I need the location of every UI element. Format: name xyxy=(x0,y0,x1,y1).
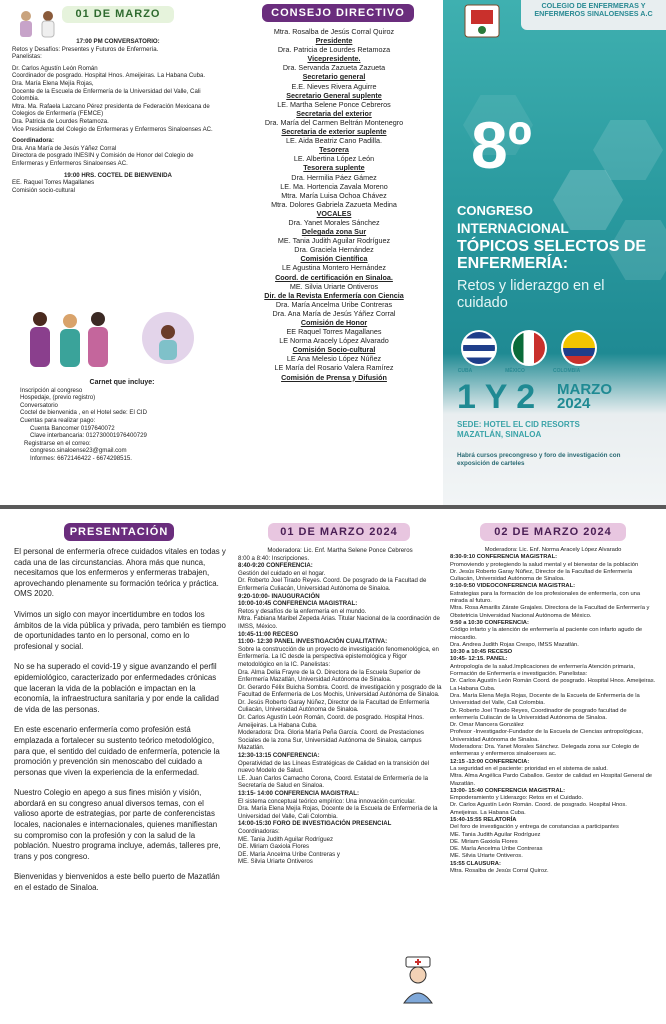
cocktail-line: Comisión socio-cultural xyxy=(12,186,75,194)
program-item: Promoviendo y protegiendo la salud mental y el bienestar de la población xyxy=(450,561,639,568)
program-item: 9:20-10:00- INAUGURACIÓN xyxy=(238,592,320,600)
cover-congreso: CONGRESO xyxy=(457,203,533,218)
schedule-day1-evening xyxy=(12,0,224,505)
program-item: ME. Tania Judith Aguilar Rodríguez xyxy=(450,831,541,838)
carnet-title: Carnet que incluye: xyxy=(89,379,155,386)
program-item: 12:30-13:15 CONFERENCIA: xyxy=(238,752,320,760)
cover-sede: SEDE: HOTEL EL CID RESORTS MAZATLÁN, SINALOA xyxy=(457,420,580,439)
cover-internacional: INTERNACIONAL xyxy=(457,221,569,236)
board-member: EE Raquel Torres Magallanes xyxy=(286,327,382,337)
cocktail-title: 19:00 HRS. COCTEL DE BIENVENIDA xyxy=(64,171,172,179)
board-member: Dra. Ana María de Jesús Yáñez Corral xyxy=(272,308,396,318)
program-item: Dr. Jesús Roberto Garay Núñez, Director de la Facultad de Enfermería Culiacán, Universidad Autónoma de Sinaloa. xyxy=(238,698,430,714)
presentation-paragraph: El personal de enfermería ofrece cuidados vitales en todas y cada una de las circunstancias. Ahora más que nunca, necesitamos que los enfermeros y enfermeras trabajen, aprovechando plenamente su formación teórica y práctica. OMS 2020. xyxy=(14,547,226,599)
program-item: DE. María Ancelma Uribe Contreras y xyxy=(238,850,340,858)
program-item: Empoderamiento y Liderazgo: Retos en el Cuidado. xyxy=(450,795,584,802)
board-member: Mtra. María Luisa Ochoa Chávez xyxy=(281,190,387,200)
carnet-item: Hospedaje, (previo registro) xyxy=(20,394,96,402)
coordinator-label: Coordinadora: xyxy=(12,137,54,145)
board-member: Dra. Patricia de Lourdes Retamoza xyxy=(277,45,391,55)
register-label: Registrarse en el correo: xyxy=(24,439,91,447)
org-banner: COLEGIO DE ENFERMERAS Y ENFERMEROS SINALOENSES A.C xyxy=(521,0,666,30)
program-item: DE. Miriam Gaxiola Flores xyxy=(450,838,518,845)
board-role: Secretaria del exterior xyxy=(296,108,372,118)
program-item: 10:30 a 10:45 RECESO xyxy=(450,649,513,656)
program-item: Antropología de la salud.Implicaciones de enfermería Atención primaria, Formación de Enfermería e investigación. Panelistas: xyxy=(450,663,635,678)
board-member: ME. Tania Judith Aguilar Rodríguez xyxy=(277,236,391,246)
panelist-line: Vice Presidenta del Colegio de Enfermeras y Enfermeros Sinaloenses AC. xyxy=(12,125,213,133)
top-sheet xyxy=(0,0,666,505)
board-role: Dir. de la Revista Enfermería con Ciencia xyxy=(264,290,404,300)
register-email: congreso.sinaloense23@gmail.com xyxy=(30,447,127,455)
flag-label: MÉXICO xyxy=(505,368,525,374)
program-item: 9:10-9:50 VIDEOCONFERENCIA MAGISTRAL: xyxy=(450,583,576,590)
day1-program xyxy=(238,509,442,1024)
program-item: Dr. Carlos Agustín León Román, Coord. de posgrado. Hospital Hnos. Ameijeiras. La Habana Cuba. xyxy=(238,714,424,729)
panelist-line: Mtra. Ma. Rafaela Lazcano Pérez presidenta de Federación Mexicana de Colegios de Enfermería (FEMCE) xyxy=(12,102,210,118)
program-item: 10:45-11:00 RECESO xyxy=(238,630,299,638)
cover-days: 1 Y 2 xyxy=(457,378,536,416)
session-title: 17:00 PM CONVERSATORIO: xyxy=(76,38,160,45)
board-pill: CONSEJO DIRECTIVO xyxy=(262,4,414,22)
payment-item: Cuenta Bancomer 0197640072 xyxy=(30,424,115,432)
nurses-illustration-icon xyxy=(12,4,64,42)
college-logo-icon xyxy=(461,2,503,42)
program-item: ME. Silvia Uriarte Ontiveros. xyxy=(450,853,523,860)
program-item: La seguridad en el paciente: prioridad en el sistema de salud. xyxy=(450,765,608,772)
board-role: Secretario general xyxy=(302,72,366,82)
program-item: DE. Miriam Gaxiola Flores xyxy=(238,843,310,851)
program-item: Dr. Carlos Agustín León Román Coord. de posgrado. Hospital Hnos. Ameijeiras. La Habana Cuba. xyxy=(450,678,656,692)
program-item: Código infarto y la atención de enfermería al paciente con infarto agudo de miocardio. xyxy=(450,627,643,641)
nurse-circle-illustration-icon xyxy=(142,312,194,364)
program-item: Estrategias para la formación de los profesionales de enfermería, con una mirada al futuro. xyxy=(450,590,641,605)
program-item: 10:00-10:45 CONFERENCIA MAGISTRAL: xyxy=(238,600,358,608)
panelist-line: Docente de la Escuela de Enfermería de la Universidad del Valle, Cali Colombia. xyxy=(12,87,201,103)
payment-item: Clave interbancaria: 012730001976400729 xyxy=(30,432,147,440)
program-item: 13:00- 15:40 CONFERENCIA MAGISTRAL: xyxy=(450,787,566,794)
program-item: Moderadora: Dra. Yanet Morales Sánchez. Delegada zona sur Colegio de enfermeras y enfermeros sinaloenses ac. xyxy=(450,744,640,758)
bottom-sheet xyxy=(0,509,666,1024)
program-item: 8:30-9:10 CONFERENCIA MAGISTRAL: xyxy=(450,554,558,561)
board-member: LE. Ma. Hortencia Zavala Moreno xyxy=(280,181,388,191)
board-member: LE Ana Melesio López Núñez xyxy=(286,354,382,364)
board-member: LE. Aida Beatriz Cano Padilla. xyxy=(286,136,382,146)
board-member: Dra. María Ancelma Uribe Contreras xyxy=(275,299,393,309)
day1-pill: 01 DE MARZO 2024 xyxy=(268,523,410,541)
coordinator-line: Directora de posgrado INESIN y Comisión de Honor del Colegio de Enfermeras y Enfermeros Sinaloenses AC. xyxy=(12,152,194,167)
board-member: Dra. Servanda Zazueta Zazueta xyxy=(282,63,386,73)
program-item: Mtra. Rosa Amarilis Zárate Grajales. Directora de la Facultad de Enfermería y Obstetricia Universidad Nacional Autónoma de México. xyxy=(450,605,650,619)
program-item: 8:40-9:20 CONFERENCIA: xyxy=(238,562,313,570)
program-item: 8:00 a 8:40: Inscripciones. xyxy=(238,554,310,562)
board-member: Dra. Hermilia Páez Gámez xyxy=(291,172,377,182)
board-role: Presidente xyxy=(315,36,353,46)
day1-list xyxy=(238,555,442,866)
day2-list xyxy=(450,554,656,875)
program-item: Mtra. Fabiana Maribel Zepeda Arias. Titular Nacional de la coordinación de IMSS, México. xyxy=(238,615,440,630)
program-item: 15:40-15:55 RELATORÍA xyxy=(450,816,517,823)
presentation-paragraph: Bienvenidas y bienvenidos a este bello puerto de Mazatlán en el estado de Sinaloa. xyxy=(14,872,220,893)
board-role: Secretaria de exterior suplente xyxy=(281,127,387,137)
board-role: Tesorera suplente xyxy=(303,163,365,173)
panelist-line: Coordinador de posgrado. Hospital Hnos. Ameijeiras. La Habana Cuba. xyxy=(12,72,206,80)
cover-year: 2024 xyxy=(557,395,591,412)
program-item: Profesor -Investigador-Fundador de la Escuela de Ciencias antropológicas, Universidad Autónoma de Sinaloa. xyxy=(450,729,644,743)
program-item: Mtra. Rosalba de Jesús Corral Quiroz. xyxy=(450,868,549,875)
program-item: 11:00- 12:30 PANEL INVESTIGACIÓN CUALITATIVA: xyxy=(238,638,388,646)
program-item: 10:45- 12:15. PANEL: xyxy=(450,656,508,663)
mexico-flag-icon xyxy=(511,330,547,366)
program-item: Dra. María Elena Mejía Rojas, Docente de la Escuela de Enfermería de la Universidad del Valle, Cali Colombia. xyxy=(238,805,438,820)
board-column xyxy=(228,0,440,505)
day2-pill: 02 DE MARZO 2024 xyxy=(480,523,626,541)
coordinator-line: Dra. Ana María de Jesús Yáñez Corral xyxy=(12,144,117,152)
cocktail-line: EE. Raquel Torres Magallanes xyxy=(12,179,95,187)
program-item: Dr. Carlos Agustín León Román. Coord. de posgrado. Hospital Hnos. Ameijeiras. La Habana Cuba. xyxy=(450,802,627,816)
panelist-line: Dra. María Elena Mejía Rojas, xyxy=(12,79,94,87)
payment-label: Cuentas para realizar pago: xyxy=(20,416,96,424)
program-item: Gestión del cuidado en el hogar. xyxy=(238,569,326,577)
program-item: LE. Juan Carlos Camacho Corona, Coord. Estatal de Enfermería de la Secretaría de Salud en Sinaloa. xyxy=(238,774,429,790)
board-list xyxy=(228,27,440,382)
program-item: Dr. Gerardo Félix Buicha Sombra. Coord. de investigación y posgrado de la Facultad de Enfermería de Los Mochis, Universidad Autónoma de Sinaloa. xyxy=(238,683,442,699)
flag-label: COLOMBIA xyxy=(553,368,581,374)
program-item: 14:00-15:30 FORO DE INVESTIGACIÓN PRESENCIAL xyxy=(238,820,392,828)
edition-number: 8º xyxy=(471,108,532,182)
board-member: Dra. Graciela Hernández xyxy=(294,245,374,255)
program-item: Coordinadoras: xyxy=(238,827,280,835)
program-item: Dra. Andrea Judith Rojas Crespo, IMSS Mazatlán. xyxy=(450,641,579,648)
board-member: Dra. María del Carmen Beltrán Montenegro xyxy=(264,117,404,127)
panelists-list xyxy=(12,65,224,133)
program-item: Del foro de investigación y entrega de constancias a participantes xyxy=(450,824,619,831)
program-item: Retos y desafíos de la enfermería en el mundo. xyxy=(238,607,367,615)
flag-label: CUBA xyxy=(457,368,473,374)
congress-cover xyxy=(443,0,666,505)
program-item: DE. María Ancelma Uribe Contreras xyxy=(450,846,543,853)
cocktail-list xyxy=(12,179,224,194)
board-role: Comisión Socio-cultural xyxy=(292,345,376,355)
board-member: E.E. Nieves Rivera Aguirre xyxy=(291,81,377,91)
cuba-flag-icon xyxy=(461,330,497,366)
board-role: Comisión de Prensa y Difusión xyxy=(281,372,387,382)
cover-retos: Retos y liderazgo en el cuidado xyxy=(457,278,605,311)
panelists-label: Panelistas: xyxy=(12,53,42,61)
board-member: LE María del Rosario Valera Ramírez xyxy=(274,363,394,373)
program-item: 13:15- 14:00 CONFERENCIA MAGISTRAL: xyxy=(238,790,359,797)
cover-footnote: Habrá cursos precongreso y foro de investigación con exposición de carteles xyxy=(457,452,621,467)
program-item: ME. Silvia Uriarte Ontiveros xyxy=(238,858,313,866)
program-item: 12:15 -13:00 CONFERENCIA: xyxy=(450,758,530,765)
board-role: Coord. de certificación en Sinaloa. xyxy=(275,272,393,282)
program-item: Sobre la construcción de un proyecto de investigación fenomenológica, en Enfermería. La IC desde la perspectiva epistemológica y Rigor metodológico en la IC. Panelistas: xyxy=(238,645,439,668)
program-item: Dra. Alma Delia Frayre de la O. Directora de la Escuela Superior de Enfermería Mazatlán, Universidad Autónoma de Sinaloa. xyxy=(238,668,421,684)
board-member: LE. Albertina López León xyxy=(293,154,375,164)
program-item: Dra. María Elena Mejía Rojas, Docente de la Escuela de Enfermería de la Universidad del Valle, Cali Colombia. xyxy=(450,692,640,707)
carnet-item: Coctel de bienvenida , en el Hotel sede: El CID xyxy=(20,409,148,417)
board-member: Mtra. Dolores Gabriela Zazueta Medina xyxy=(271,199,397,209)
board-role: Delegada zona Sur xyxy=(301,227,367,237)
board-member: ME. Silvia Uriarte Ontiveros xyxy=(289,281,379,291)
board-role: Tesorera xyxy=(319,145,349,155)
day2-program xyxy=(450,509,656,1024)
board-role: Comisión de Honor xyxy=(300,318,368,327)
board-member: LE Agustina Montero Hernández xyxy=(282,263,386,273)
day2-moderator: Moderadora: Lic. Enf. Norma Aracely López Alvarado xyxy=(484,547,622,553)
payment-list xyxy=(20,425,224,440)
colombia-flag-icon xyxy=(561,330,597,366)
program-item: Mtra. Alma Angélica Pardo Caballos. Gestor de calidad en Hospital General de Mazatlán. xyxy=(450,773,653,787)
program-item: El sistema conceptual teórico empírico: Una innovación curricular. xyxy=(238,797,416,805)
program-item: ME. Tania Judith Aguilar Rodríguez xyxy=(238,835,334,843)
presentation-text xyxy=(14,547,226,904)
nurses-group-illustration-icon xyxy=(20,305,120,373)
carnet-list xyxy=(20,387,224,417)
program-item: 9:50 a 10:30 CONFERENCIA: xyxy=(450,619,529,626)
presentation-paragraph: No se ha superado el covid-19 y sigue avanzando el perfil epidemiológico, caracterizado por enfermedades crónicas que laceran la vida de la población e impactan en la economía, la infraestructura sanitaria y por ende la calidad de vida de las personas. xyxy=(14,662,219,714)
date-pill: 01 DE MARZO xyxy=(62,6,174,23)
board-member: Dra. Yanet Morales Sánchez xyxy=(288,217,380,227)
board-role: Comisión Científica xyxy=(300,254,368,264)
flag-labels xyxy=(453,368,633,374)
board-member: LE. Martha Selene Ponce Cebreros xyxy=(277,99,391,109)
presentation-paragraph: Nuestro Colegio en apego a sus fines misión y visión, abordará en su congreso anual diversos temas, con el valioso aporte de estrategias, por parte de conferencistas locales, nacionales e internacionales, quienes manifiestan su compromiso con la profesión y con la salud de la población. Nuestro programa incluye, además, talleres pre, trans y pos congreso. xyxy=(14,788,221,861)
nurse-icon xyxy=(398,955,438,1005)
cover-topicos: TÓPICOS SELECTOS DE ENFERMERÍA: xyxy=(457,238,647,272)
carnet-item: Inscripción al congreso xyxy=(20,386,83,394)
program-item: Moderadora: Dra. Gloria María Peña García. Coord. de Prestaciones Sociales de la zona Sur, Universidad Autónoma de Sinaloa, campus Mazatlán. xyxy=(238,729,424,752)
board-role: VOCALES xyxy=(316,208,352,218)
informes: Informes: 6672146422 - 6674298515. xyxy=(30,454,132,462)
cover-month: MARZO xyxy=(557,381,612,398)
presentation-column xyxy=(14,509,226,1024)
session-subtitle: Retos y Desafíos: Presentes y Futuros de Enfermería. xyxy=(12,45,159,53)
program-item: Dr. Roberto Joel Tirado Reyes, Coordinador de posgrado facultad de enfermería Culiacán de la Universidad Autónoma de Sinaloa. xyxy=(450,707,627,721)
presentation-paragraph: En este escenario enfermería como profesión está emplazada a fortalecer su sustento teórico metodológico, para que, el sentido del cuidado de enfermería, potencie la promoción y prevención sin menoscabo del cuidado a personas que viven la experiencia de la enfermedad. xyxy=(14,725,220,777)
program-item: Dr. Jesús Roberto Garay Núñez, Director de la Facultad de Enfermería Culiacán, Universidad Autónoma de Sinaloa. xyxy=(450,568,633,583)
presentation-paragraph: Vivimos un siglo con mayor incertidumbre en todos los ámbitos de la vida pública y privada, pero también es tiempo de oportunidades tanto en lo personal, como en lo profesional y social. xyxy=(14,609,226,651)
board-member: LE Norma Aracely López Alvarado xyxy=(279,336,389,346)
program-item: 15:55 CLAUSURA: xyxy=(450,860,501,867)
program-item: Operatividad de las Líneas Estratégicas de Calidad en la transición del nuevo Modelo de Salud. xyxy=(238,759,430,775)
coordinator-list xyxy=(12,145,224,168)
carnet-item: Conversatorio xyxy=(20,401,58,409)
board-role: Vicepresidente. xyxy=(307,54,361,64)
day1-moderator: Moderadora: Lic. Enf. Martha Selene Ponce Cebreros xyxy=(267,547,413,554)
program-item: Dr. Omar Mancera González xyxy=(450,722,524,729)
panelist-line: Dra. Patricia de Lourdes Retamoza. xyxy=(12,117,109,125)
presentation-pill: PRESENTACIÓN xyxy=(64,523,174,541)
program-item: Dr. Roberto Joel Tirado Reyes. Coord. De posgrado de la Facultad de Enfermería Culiacán, Universidad Autónoma de Sinaloa. xyxy=(238,577,427,592)
board-role: Secretario General suplente xyxy=(286,90,382,100)
panelist-line: Dr. Carlos Agustín León Román xyxy=(12,64,98,72)
board-member: Mtra. Rosalba de Jesús Corral Quiroz xyxy=(273,27,395,36)
